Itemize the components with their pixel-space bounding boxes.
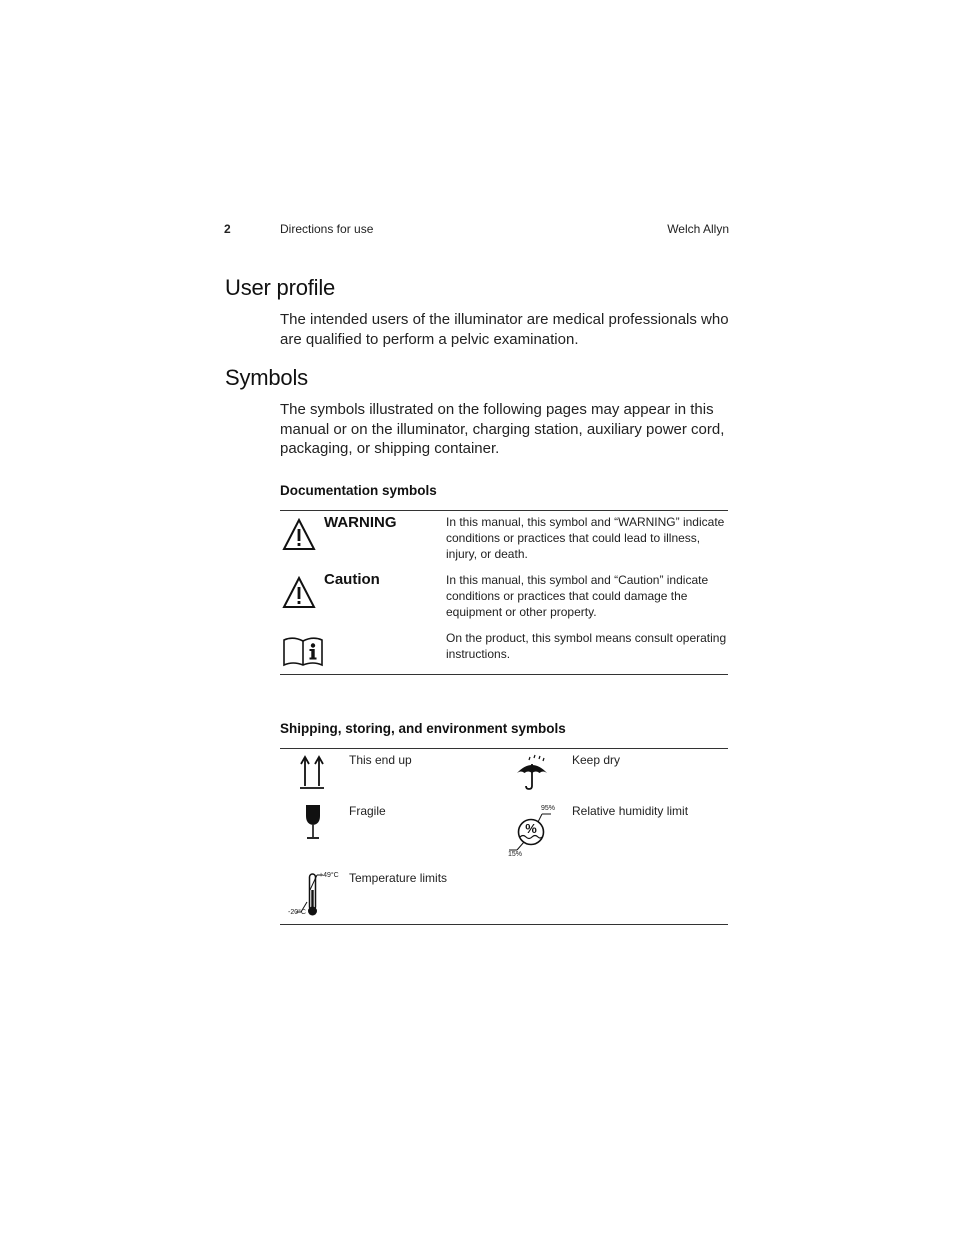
symbols-intro-text: The symbols illustrated on the following pages may appear in this manual or on the illuminator, charging station, auxiliary power cord, packaging, or shipping container. xyxy=(280,401,725,457)
user-profile-text: The intended users of the illuminator are medical professionals who are qualified to perform a pelvic examination. xyxy=(280,311,729,348)
svg-text:%: % xyxy=(525,821,537,836)
page-number: 2 xyxy=(224,222,231,236)
this-end-up-icon xyxy=(299,754,325,790)
warning-description: In this manual, this symbol and “WARNING” indicate conditions or practices that could lead to illness, injury, or death. xyxy=(446,515,725,561)
temperature-limits-label: Temperature limits xyxy=(349,871,448,885)
symbols-heading: Symbols xyxy=(225,365,308,390)
temperature-lower-label: -20°C xyxy=(288,909,306,916)
keep-dry-label: Keep dry xyxy=(572,753,621,767)
consult-instructions-icon xyxy=(282,636,324,668)
humidity-upper-label: 95% xyxy=(541,805,556,812)
fragile-icon xyxy=(304,804,322,840)
caution-triangle-icon xyxy=(282,576,316,610)
table-bottom-rule xyxy=(280,674,728,675)
fragile-label: Fragile xyxy=(349,804,386,818)
humidity-lower-label: 15% xyxy=(508,851,523,858)
humidity-limit-label: Relative humidity limit xyxy=(572,804,689,818)
shipping-table-bottom-rule xyxy=(280,924,728,925)
caution-description: In this manual, this symbol and “Caution” indicate conditions or practices that could damage the equipment or other property. xyxy=(446,573,709,619)
consult-instructions-description: On the product, this symbol means consult operating instructions. xyxy=(446,631,727,661)
warning-label: WARNING xyxy=(324,514,397,531)
this-end-up-label: This end up xyxy=(349,753,412,767)
warning-triangle-icon xyxy=(282,518,316,552)
brand-name: Welch Allyn xyxy=(667,222,729,236)
temperature-upper-label: +49°C xyxy=(319,872,339,879)
shipping-table-top-rule xyxy=(280,748,728,749)
user-profile-heading: User profile xyxy=(225,275,336,300)
document-title: Directions for use xyxy=(280,222,374,236)
table-top-rule xyxy=(280,510,728,511)
keep-dry-icon xyxy=(515,753,549,791)
documentation-symbols-heading: Documentation symbols xyxy=(280,483,437,498)
caution-label: Caution xyxy=(324,571,380,588)
shipping-symbols-heading: Shipping, storing, and environment symbols xyxy=(280,721,566,736)
